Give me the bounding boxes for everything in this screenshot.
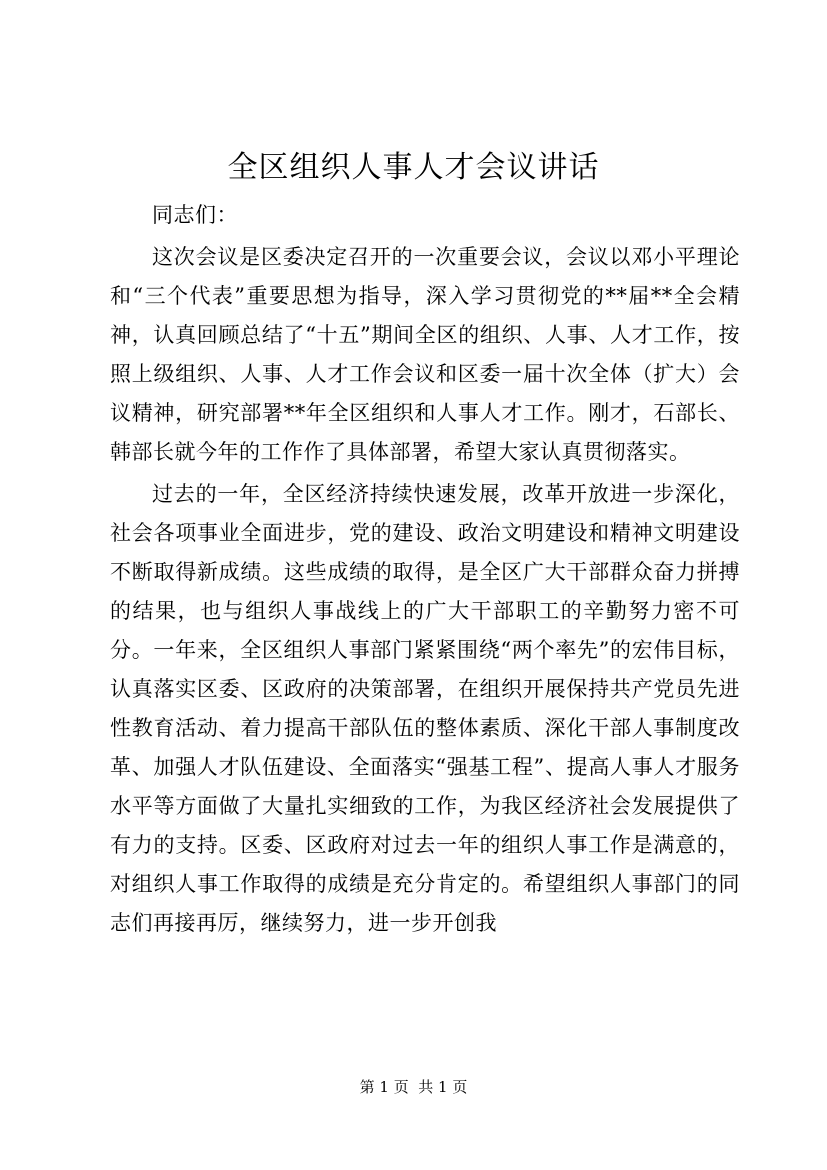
document-title: 全区组织人事人才会议讲话 <box>227 150 600 185</box>
document-body <box>110 196 740 946</box>
salutation: 同志们： <box>152 203 238 227</box>
page-number: 第 1 页 共 1 页 <box>359 1078 468 1096</box>
page-footer <box>0 1077 827 1097</box>
paragraph-1: 这次会议是区委决定召开的一次重要会议，会议以邓小平理论和“三个代表”重要思想为指导，深入学习贯彻党的**届**全会精神，认真回顾总结了“十五”期间全区的组织、人事、人才工作，按照上级组织、人事、人才工作会议和区委一届十次全体（扩大）会议精神，研究部署**年全区组织和人事人才工作。刚才，石部长、韩部长就今年的工作作了具体部署，希望大家认真贯彻落实。 <box>110 245 740 464</box>
paragraph-2: 过去的一年，全区经济持续快速发展，改革开放进一步深化，社会各项事业全面进步，党的建设、政治文明建设和精神文明建设不断取得新成绩。这些成绩的取得，是全区广大干部群众奋力拼搏的结果，也与组织人事战线上的广大干部职工的辛勤努力密不可分。一年来，全区组织人事部门紧紧围绕“两个率先”的宏伟目标，认真落实区委、区政府的决策部署，在组织开展保持共产党员先进性教育活动、着力提高干部队伍的整体素质、深化干部人事制度改革、加强人才队伍建设、全面落实“强基工程”、提高人事人才服务水平等方面做了大量扎实细致的工作，为我区经济社会发展提供了有力的支持。区委、区政府对过去一年的组织人事工作是满意的，对组织人事工作取得的成绩是充分肯定的。希望组织人事部门的同志们再接再厉，继续努力，进一步开创我 <box>110 482 740 935</box>
